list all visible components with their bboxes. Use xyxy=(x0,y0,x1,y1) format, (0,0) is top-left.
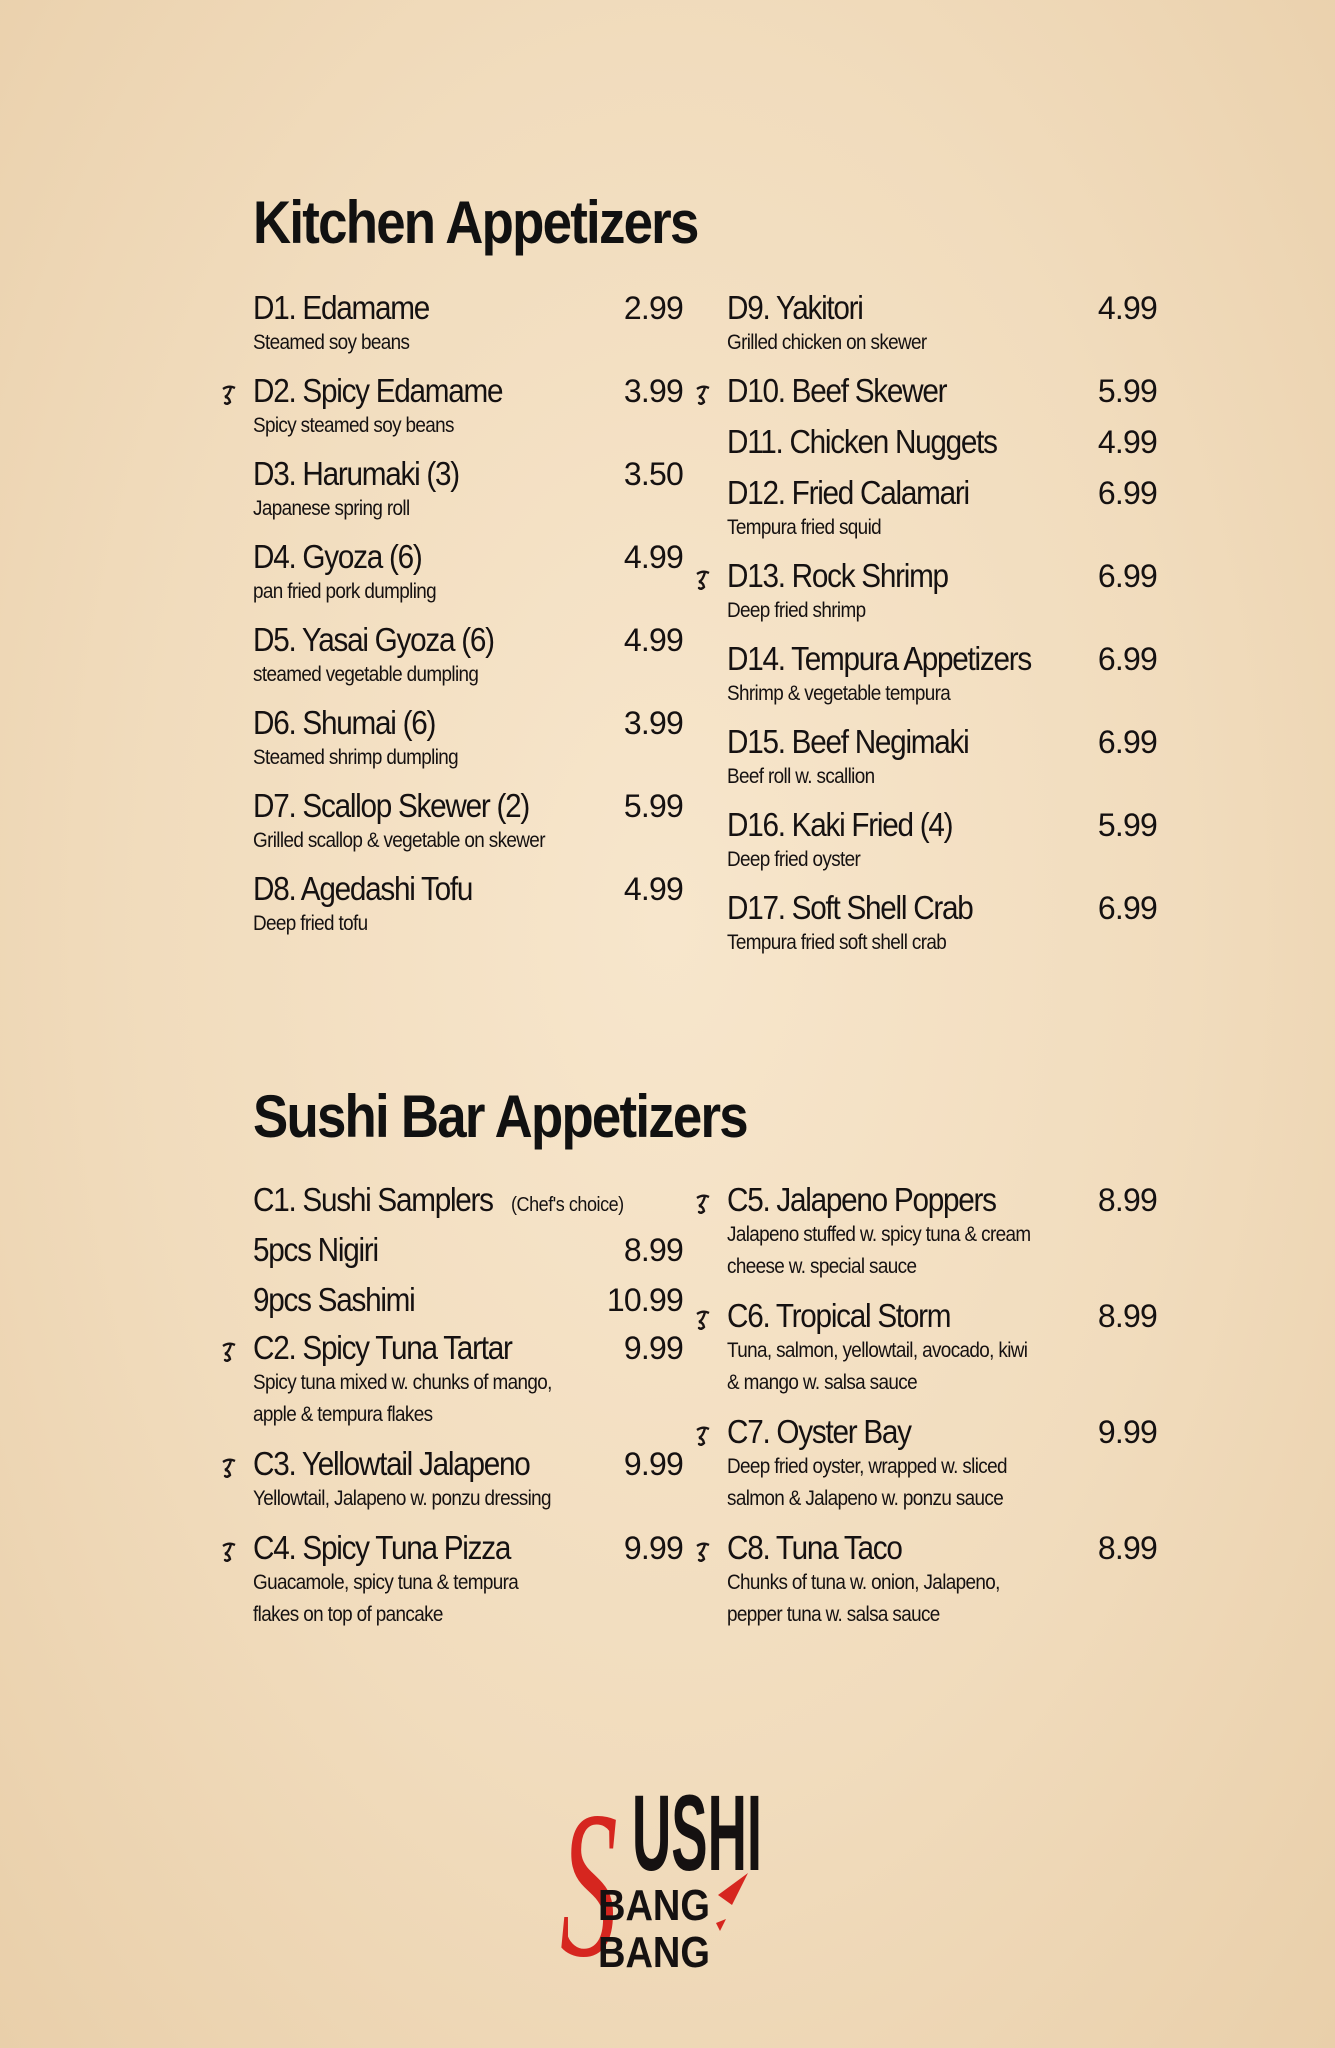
option-name: 9pcs Sashimi xyxy=(253,1281,415,1318)
logo-initial: S xyxy=(560,1767,618,2001)
item-price: 5.99 xyxy=(1097,373,1157,409)
option-price: 8.99 xyxy=(623,1232,683,1268)
menu-item xyxy=(253,1330,683,1446)
item-description: Deep fried shrimp xyxy=(727,598,866,622)
item-name: D10. Beef Skewer xyxy=(727,372,947,409)
chili-pepper-icon xyxy=(693,1308,713,1332)
item-description: Spicy steamed soy beans xyxy=(253,413,454,437)
item-price: 4.99 xyxy=(623,622,683,658)
menu-item-c1-option xyxy=(253,1232,683,1282)
chili-pepper-icon xyxy=(693,1192,713,1216)
item-description: Steamed shrimp dumpling xyxy=(253,745,459,769)
item-name: C7. Oyster Bay xyxy=(727,1413,911,1450)
chili-pepper-icon xyxy=(219,1340,239,1364)
item-name: D15. Beef Negimaki xyxy=(727,723,969,760)
chili-pepper-icon xyxy=(693,1540,713,1564)
chili-pepper-icon xyxy=(693,568,713,592)
item-price: 9.99 xyxy=(1097,1414,1157,1450)
chili-pepper-icon xyxy=(693,1424,713,1448)
sushi-bar-appetizers-title: Sushi Bar Appetizers xyxy=(253,1083,747,1150)
item-description: & mango w. salsa sauce xyxy=(727,1370,917,1394)
item-name: C1. Sushi Samplers xyxy=(253,1181,493,1218)
item-description: pepper tuna w. salsa sauce xyxy=(727,1602,940,1626)
item-price: 3.99 xyxy=(623,705,683,741)
sushi-bang-bang-logo xyxy=(560,1755,780,2001)
sushi-left-items xyxy=(253,1330,683,1646)
item-description: Guacamole, spicy tuna & tempura xyxy=(253,1570,519,1594)
item-price: 4.99 xyxy=(1097,424,1157,460)
menu-item xyxy=(253,871,683,954)
item-description: Deep fried tofu xyxy=(253,911,368,935)
item-description: Tuna, salmon, yellowtail, avocado, kiwi xyxy=(727,1338,1028,1362)
menu-item xyxy=(253,788,683,871)
item-price: 6.99 xyxy=(1097,641,1157,677)
chili-pepper-icon xyxy=(219,1456,239,1480)
item-name: D4. Gyoza (6) xyxy=(253,538,422,575)
menu-item xyxy=(253,705,683,788)
menu-item xyxy=(253,1446,683,1530)
item-name: C5. Jalapeno Poppers xyxy=(727,1181,996,1218)
item-price: 8.99 xyxy=(1097,1298,1157,1334)
kitchen-appetizers-title: Kitchen Appetizers xyxy=(253,189,698,256)
item-name: D8. Agedashi Tofu xyxy=(253,870,473,907)
item-description: steamed vegetable dumpling xyxy=(253,662,479,686)
item-description: Spicy tuna mixed w. chunks of mango, xyxy=(253,1370,552,1394)
logo-accent-dot xyxy=(716,1919,726,1931)
item-name: D2. Spicy Edamame xyxy=(253,372,503,409)
menu-item xyxy=(253,622,683,705)
item-price: 2.99 xyxy=(623,290,683,326)
menu-item xyxy=(727,1298,1157,1414)
menu-item xyxy=(253,1530,683,1646)
item-description: pan fried pork dumpling xyxy=(253,579,437,603)
item-price: 6.99 xyxy=(1097,558,1157,594)
item-name: C4. Spicy Tuna Pizza xyxy=(253,1529,511,1566)
item-name: C3. Yellowtail Jalapeno xyxy=(253,1445,530,1482)
kitchen-left-column xyxy=(253,290,683,954)
item-description: Japanese spring roll xyxy=(253,496,410,520)
item-name: D17. Soft Shell Crab xyxy=(727,889,973,926)
item-description: Shrimp & vegetable tempura xyxy=(727,681,951,705)
kitchen-right-column xyxy=(727,290,1157,973)
menu-item xyxy=(727,558,1157,641)
item-description: Yellowtail, Jalapeno w. ponzu dressing xyxy=(253,1486,551,1510)
menu-item xyxy=(727,724,1157,807)
menu-item xyxy=(727,1182,1157,1298)
chili-pepper-icon xyxy=(693,383,713,407)
option-name: 5pcs Nigiri xyxy=(253,1231,378,1268)
menu-item xyxy=(727,641,1157,724)
menu-item xyxy=(727,807,1157,890)
menu-item-c1 xyxy=(253,1182,683,1232)
item-name: D9. Yakitori xyxy=(727,289,863,326)
item-description: Steamed soy beans xyxy=(253,330,410,354)
sushi-right-column xyxy=(727,1182,1157,1646)
menu-item xyxy=(727,373,1157,424)
item-price: 6.99 xyxy=(1097,890,1157,926)
menu-item xyxy=(727,475,1157,558)
item-name: D1. Edamame xyxy=(253,289,429,326)
menu-item xyxy=(253,456,683,539)
item-price: 8.99 xyxy=(1097,1530,1157,1566)
sushi-left-column xyxy=(253,1182,683,1646)
menu-item xyxy=(253,373,683,456)
logo-line3: BANG xyxy=(598,1928,710,1977)
item-price: 3.99 xyxy=(623,373,683,409)
option-price: 10.99 xyxy=(606,1282,683,1318)
item-name: D7. Scallop Skewer (2) xyxy=(253,787,530,824)
item-description: Grilled chicken on skewer xyxy=(727,330,927,354)
item-name: C2. Spicy Tuna Tartar xyxy=(253,1329,512,1366)
item-description: Beef roll w. scallion xyxy=(727,764,875,788)
item-price: 9.99 xyxy=(623,1446,683,1482)
menu-item xyxy=(253,290,683,373)
item-price: 9.99 xyxy=(623,1330,683,1366)
item-name: D6. Shumai (6) xyxy=(253,704,436,741)
item-price: 6.99 xyxy=(1097,475,1157,511)
menu-item-c1-option xyxy=(253,1282,683,1330)
item-description: Chunks of tuna w. onion, Jalapeno, xyxy=(727,1570,1000,1594)
item-note: (Chef's choice) xyxy=(511,1194,625,1216)
item-description: flakes on top of pancake xyxy=(253,1602,443,1626)
item-name: C8. Tuna Taco xyxy=(727,1529,902,1566)
item-price: 9.99 xyxy=(623,1530,683,1566)
item-name: D12. Fried Calamari xyxy=(727,474,969,511)
item-price: 4.99 xyxy=(1097,290,1157,326)
menu-item xyxy=(253,539,683,622)
menu-item xyxy=(727,290,1157,373)
item-price: 8.99 xyxy=(1097,1182,1157,1218)
item-price: 3.50 xyxy=(623,456,683,492)
menu-item xyxy=(727,424,1157,475)
item-price: 4.99 xyxy=(623,871,683,907)
item-description: salmon & Jalapeno w. ponzu sauce xyxy=(727,1486,1004,1510)
item-name: D5. Yasai Gyoza (6) xyxy=(253,621,494,658)
item-price: 6.99 xyxy=(1097,724,1157,760)
item-description: Grilled scallop & vegetable on skewer xyxy=(253,828,545,852)
menu-item xyxy=(727,890,1157,973)
item-description: Deep fried oyster, wrapped w. sliced xyxy=(727,1454,1007,1478)
item-description: Tempura fried soft shell crab xyxy=(727,930,947,954)
item-description: Jalapeno stuffed w. spicy tuna & cream xyxy=(727,1222,1031,1246)
chili-pepper-icon xyxy=(219,383,239,407)
item-name: D11. Chicken Nuggets xyxy=(727,423,997,460)
chili-pepper-icon xyxy=(219,1540,239,1564)
logo-line1: USHI xyxy=(632,1772,762,1893)
item-price: 5.99 xyxy=(1097,807,1157,843)
item-description: Tempura fried squid xyxy=(727,515,882,539)
logo-line2: BANG xyxy=(598,1881,710,1930)
item-description: cheese w. special sauce xyxy=(727,1254,917,1278)
item-name: C6. Tropical Storm xyxy=(727,1297,951,1334)
item-name: D16. Kaki Fried (4) xyxy=(727,806,953,843)
menu-item xyxy=(727,1530,1157,1646)
item-description: Deep fried oyster xyxy=(727,847,861,871)
item-name: D3. Harumaki (3) xyxy=(253,455,459,492)
item-description: apple & tempura flakes xyxy=(253,1402,433,1426)
item-name: D13. Rock Shrimp xyxy=(727,557,948,594)
item-price: 4.99 xyxy=(623,539,683,575)
menu-item xyxy=(727,1414,1157,1530)
item-name: D14. Tempura Appetizers xyxy=(727,640,1031,677)
item-price: 5.99 xyxy=(623,788,683,824)
